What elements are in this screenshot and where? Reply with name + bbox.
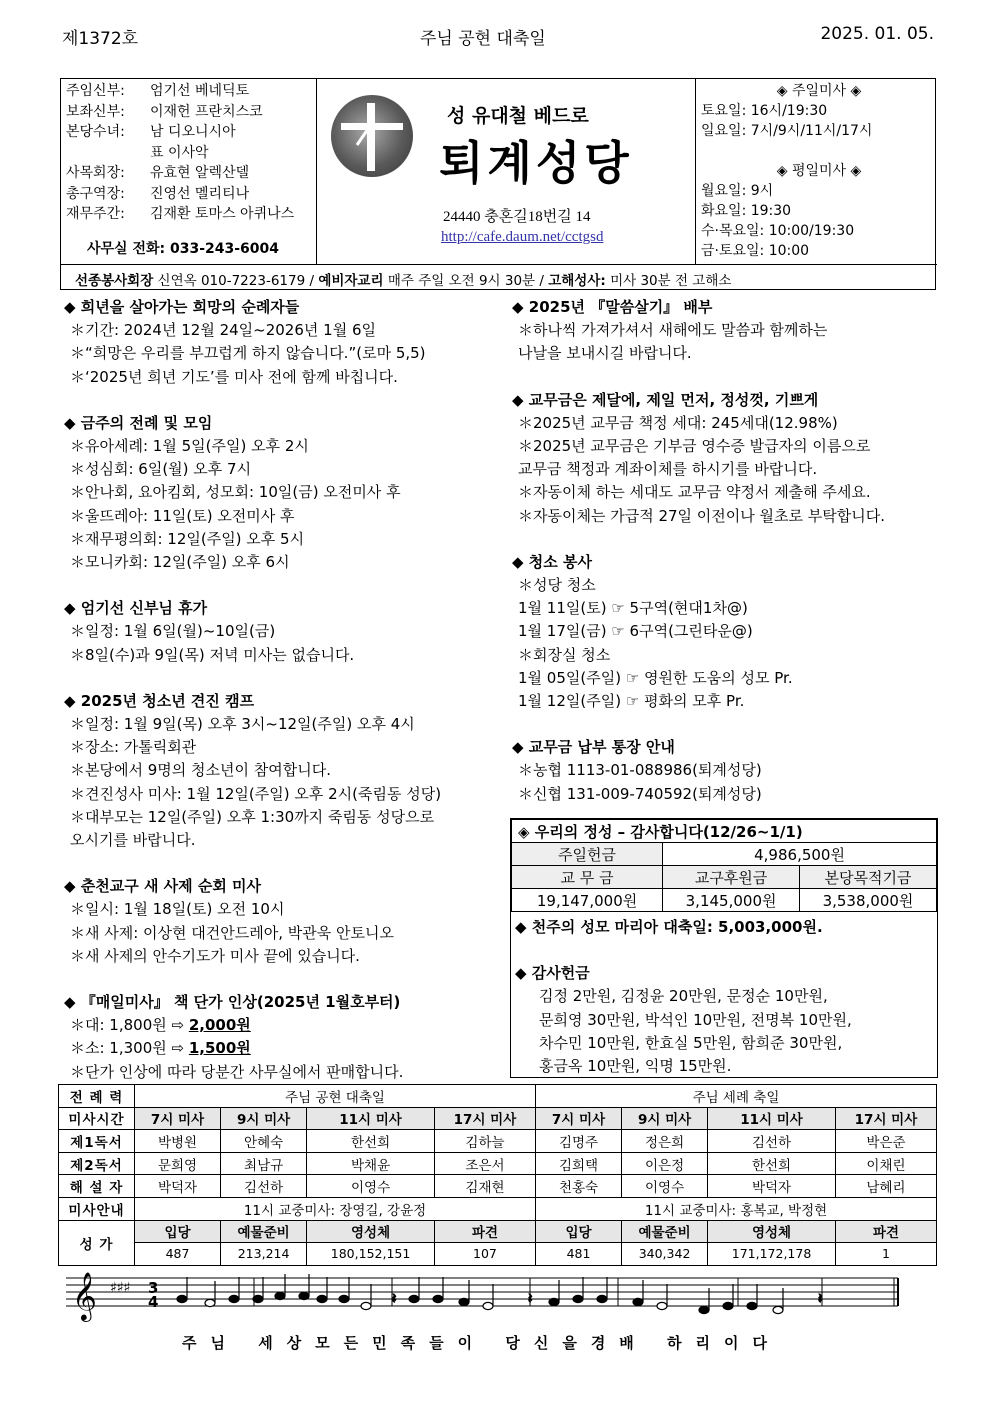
section-item: ＊장소: 가톨릭회관 <box>70 738 197 757</box>
rest-icon: 𝄽 <box>392 1291 397 1307</box>
price-new: 2,000원 <box>188 1016 251 1035</box>
notice-section <box>512 296 942 389</box>
issue-number: 제1372호 <box>62 29 139 49</box>
staff-row <box>66 81 316 102</box>
staff-name: 엄기선 베네딕토 <box>150 83 250 99</box>
note-head <box>657 1302 667 1309</box>
section-spacer <box>512 366 942 389</box>
section-item: 1월 12일(주일) ☞ 평화의 모후 Pr. <box>518 692 745 711</box>
section-item: ＊성당 청소 <box>518 576 596 595</box>
choir-head: 영성체 <box>307 1220 435 1243</box>
hymn-number: 171,172,178 <box>708 1243 836 1266</box>
hymn-number: 213,214 <box>221 1243 307 1266</box>
row-label: 미사시간 <box>59 1107 135 1130</box>
section-spacer <box>64 852 504 875</box>
reader-name: 남혜리 <box>835 1175 936 1198</box>
section-item: 오시기를 바랍니다. <box>70 831 196 850</box>
hymn-number: 1 <box>835 1243 936 1266</box>
reader-name: 김하늘 <box>434 1130 535 1153</box>
section-title: ◆ 2025년 『말씀살기』 배부 <box>512 298 713 316</box>
weekday-mass-line: 월요일: 9시 <box>701 183 774 199</box>
section-item: ＊2025년 교무금은 기부금 영수증 발급자의 이름으로 <box>518 437 871 456</box>
mass-time: 11시 미사 <box>307 1107 435 1130</box>
staff-label: 주임신부: <box>66 83 125 99</box>
liturgy-schedule <box>58 1084 937 1266</box>
staff-label <box>66 143 150 164</box>
donation-box <box>510 818 938 1078</box>
mass-time: 17시 미사 <box>835 1107 936 1130</box>
section-title: ◆ 금주의 전례 및 모임 <box>64 413 213 432</box>
reader-name: 이은정 <box>622 1152 708 1175</box>
note-head <box>459 1298 469 1305</box>
section-item: 교무금 책정과 계좌이체를 하시기를 바랍니다. <box>518 460 818 479</box>
svg-text:4: 4 <box>148 1293 159 1311</box>
parish-address: 24440 충혼길18번길 14 <box>443 209 591 225</box>
info-value: 신연옥 010-7223-6179 / <box>153 273 319 289</box>
reader-name: 한선희 <box>708 1152 836 1175</box>
notice-section <box>64 296 504 412</box>
row-label: 성 가 <box>59 1220 135 1265</box>
section-item: ＊기간: 2024년 12월 24일~2026년 1월 6일 <box>70 321 376 340</box>
staff-row <box>66 143 316 164</box>
section-item: 1월 05일(주일) ☞ 영원한 도움의 성모 Pr. <box>518 668 793 687</box>
staff-name: 유효현 알렉산델 <box>150 165 250 181</box>
parish-name: 퇴계성당 <box>439 136 633 190</box>
schedule-row <box>59 1130 937 1153</box>
note-head <box>633 1298 643 1305</box>
section-item: ＊성심회: 6일(월) 오후 7시 <box>70 460 252 479</box>
reader-name: 김희택 <box>535 1152 621 1175</box>
note-head <box>253 1295 263 1302</box>
book-price-section <box>64 991 504 1084</box>
masthead <box>60 78 936 290</box>
mass-time: 9시 미사 <box>622 1107 708 1130</box>
mass-time: 9시 미사 <box>221 1107 307 1130</box>
reader-name: 이영수 <box>622 1175 708 1198</box>
note-head <box>483 1302 493 1309</box>
row-label: 제1독서 <box>59 1130 135 1153</box>
weekday-mass-line: 금·토요일: 10:00 <box>701 243 810 259</box>
issue-date: 2025. 01. 05. <box>820 24 934 44</box>
staff-name: 김재환 토마스 아퀴나스 <box>150 206 295 222</box>
section-item: ＊“희망은 우리를 부끄럽게 하지 않습니다.”(로마 5,5) <box>70 344 426 363</box>
section-spacer <box>512 528 942 551</box>
svg-text:3: 3 <box>148 1279 159 1297</box>
feast-header: 주님 공현 대축일 <box>135 1085 536 1108</box>
donation-label: 교 무 금 <box>512 866 663 889</box>
sunday-mass-line: 토요일: 16시/19:30 <box>701 103 828 119</box>
section-item: ＊일시: 1월 18일(토) 오전 10시 <box>70 900 285 919</box>
section-item: ＊견진성사 미사: 1월 12일(주일) 오후 2시(죽림동 성당) <box>70 784 442 803</box>
section-item: ＊회장실 청소 <box>518 645 611 664</box>
section-title: ◆ 『매일미사』 책 단가 인상(2025년 1월호부터) <box>64 993 401 1012</box>
donation-table <box>511 819 937 912</box>
info-label: 예비자교리 <box>318 273 384 289</box>
section-item: ＊재무평의회: 12일(주일) 오후 5시 <box>70 529 305 548</box>
staff-name: 표 이사악 <box>150 144 209 161</box>
note-head <box>597 1295 607 1302</box>
parish-url[interactable]: http://cafe.daum.net/cctgsd <box>441 229 604 245</box>
weekday-mass-title: ◈ 평일미사 ◈ <box>776 163 862 179</box>
mass-time: 17시 미사 <box>434 1107 535 1130</box>
section-item: 1월 17일(금) ☞ 6구역(그린타운@) <box>518 622 753 641</box>
staff-label: 총구역장: <box>66 185 125 202</box>
reader-name: 안혜숙 <box>221 1130 307 1153</box>
schedule-row <box>59 1152 937 1175</box>
section-item: ＊본당에서 9명의 청소년이 참여합니다. <box>70 761 331 780</box>
note-head <box>549 1298 559 1305</box>
section-item: ＊안나회, 요아킴회, 성모회: 10일(금) 오전미사 후 <box>70 483 401 502</box>
choir-head: 입당 <box>135 1220 221 1243</box>
reader-name: 한선희 <box>307 1130 435 1153</box>
right-column <box>512 296 942 829</box>
mary-offering: ◆ 천주의 성모 마리아 대축일: 5,003,000원. <box>515 918 823 936</box>
notice-section <box>512 551 942 736</box>
section-item: ＊신협 131-009-740592(퇴계성당) <box>518 784 762 803</box>
reader-name: 김재현 <box>434 1175 535 1198</box>
notice-section <box>512 389 942 551</box>
staff-label: 본당수녀: <box>66 124 125 140</box>
section-item: ＊새 사제의 안수기도가 미사 끝에 있습니다. <box>70 946 360 965</box>
info-bar <box>61 264 937 290</box>
schedule-row <box>59 1175 937 1198</box>
section-spacer <box>64 574 504 597</box>
staff-name: 남 디오니시아 <box>150 124 236 140</box>
staff-list <box>61 79 317 264</box>
note-head <box>409 1295 419 1302</box>
schedule-table <box>58 1084 937 1266</box>
thanks-line: 홍금옥 10만원, 익명 15만원. <box>539 1057 732 1076</box>
section-title: ◆ 춘천교구 새 사제 순회 미사 <box>64 877 262 896</box>
section-spacer <box>64 667 504 690</box>
mass-time: 7시 미사 <box>135 1107 221 1130</box>
hymn-number: 487 <box>135 1243 221 1266</box>
donation-value: 3,538,000원 <box>800 889 937 912</box>
section-item: ＊자동이체는 가급적 27일 이전이나 월초로 부탁합니다. <box>518 506 885 525</box>
mass-times <box>695 79 937 264</box>
section-title: ◆ 2025년 청소년 견진 캠프 <box>64 691 255 710</box>
hymn-number: 340,342 <box>622 1243 708 1266</box>
staff-label: 재무주간: <box>66 206 125 222</box>
mass-time: 7시 미사 <box>535 1107 621 1130</box>
sunday-mass-title: ◈ 주일미사 ◈ <box>776 83 862 99</box>
row-label: 미사안내 <box>59 1197 135 1220</box>
section-item: ＊모니카회: 12일(주일) 오후 6시 <box>70 553 290 572</box>
choir-head: 입당 <box>535 1220 621 1243</box>
reader-name: 이채린 <box>835 1152 936 1175</box>
reader-name: 박병원 <box>135 1130 221 1153</box>
section-item: ＊일정: 1월 9일(목) 오후 3시~12일(주일) 오후 4시 <box>70 715 415 734</box>
note-head <box>573 1295 583 1302</box>
donation-value: 4,986,500원 <box>663 843 937 866</box>
note-head <box>229 1295 239 1302</box>
section-item: ＊2025년 교무금 책정 세대: 245세대(12.98%) <box>518 413 838 432</box>
section-title: ◆ 감사헌금 <box>515 964 590 983</box>
reader-name: 김선하 <box>221 1175 307 1198</box>
hymn-number: 107 <box>434 1243 535 1266</box>
reader-name: 박은준 <box>835 1130 936 1153</box>
section-item: ＊울뜨레아: 11일(토) 오전미사 후 <box>70 506 295 525</box>
choir-head: 예물준비 <box>221 1220 307 1243</box>
mass-guide: 11시 교중미사: 홍복교, 박정현 <box>535 1197 936 1220</box>
notice-section <box>64 875 504 991</box>
row-label: 해 설 자 <box>59 1175 135 1198</box>
staff-row <box>66 122 316 143</box>
note-head <box>339 1295 349 1302</box>
staff-row <box>66 102 316 123</box>
reader-name: 정은희 <box>622 1130 708 1153</box>
section-title: ◆ 교무금 납부 통장 안내 <box>512 738 675 757</box>
note-head <box>723 1302 733 1309</box>
reader-name: 문희영 <box>135 1152 221 1175</box>
section-title: ◆ 희년을 살아가는 희망의 순례자들 <box>64 298 300 316</box>
section-item: ＊새 사제: 이상현 대건안드레아, 박관욱 안토니오 <box>70 923 394 942</box>
section-spacer <box>64 389 504 412</box>
reader-name: 박덕자 <box>135 1175 221 1198</box>
parish-subtitle: 성 유대철 베드로 <box>447 105 589 127</box>
section-item: ＊대부모는 12일(주일) 오후 1:30까지 죽림동 성당으로 <box>70 807 435 826</box>
cross-logo <box>331 95 413 177</box>
donation-title: ◈ 우리의 정성 – 감사합니다(12/26~1/1) <box>512 820 937 843</box>
notice-section <box>64 690 504 875</box>
row-label: 전 례 력 <box>59 1085 135 1108</box>
note-head <box>275 1292 285 1299</box>
price-old: ＊대: 1,800원 ⇨ <box>70 1016 189 1035</box>
section-item: ＊일정: 1월 6일(월)~10일(금) <box>70 622 276 641</box>
reader-name: 박채윤 <box>307 1152 435 1175</box>
note-head <box>699 1306 709 1313</box>
reader-name: 조은서 <box>434 1152 535 1175</box>
note-head <box>433 1295 443 1302</box>
choir-head: 예물준비 <box>622 1220 708 1243</box>
weekday-mass-line: 화요일: 19:30 <box>701 203 792 219</box>
feast-header: 주님 세례 축일 <box>535 1085 936 1108</box>
section-item: 나날을 보내시길 바랍니다. <box>518 344 692 363</box>
thanks-line: 김정 2만원, 김정윤 20만원, 문정순 10만원, <box>539 987 828 1006</box>
info-value: 미사 30분 전 고해소 <box>605 273 732 289</box>
donation-value: 19,147,000원 <box>512 889 663 912</box>
price-new: 1,500원 <box>188 1039 251 1058</box>
hymn-number: 481 <box>535 1243 621 1266</box>
page-header <box>60 24 936 48</box>
parish-banner <box>317 79 695 264</box>
sunday-mass-line: 일요일: 7시/9시/11시/17시 <box>701 123 873 139</box>
info-label: 고해성사: <box>548 273 606 289</box>
section-item: ＊유아세례: 1월 5일(주일) 오후 2시 <box>70 437 309 456</box>
note-head <box>361 1302 371 1309</box>
note-head <box>299 1292 309 1299</box>
note-head <box>205 1299 215 1306</box>
staff-row <box>66 204 316 225</box>
staff-label: 사목회장: <box>66 165 125 181</box>
staff-label: 보좌신부: <box>66 103 125 120</box>
reader-name: 김명주 <box>535 1130 621 1153</box>
staff-row <box>66 163 316 184</box>
rest-icon: 𝄽 <box>818 1291 823 1307</box>
section-spacer <box>64 968 504 991</box>
note-head <box>747 1302 757 1309</box>
notice-section <box>512 736 942 829</box>
staff-row <box>66 184 316 205</box>
donation-label: 교구후원금 <box>663 866 800 889</box>
section-title: ◆ 청소 봉사 <box>512 552 592 571</box>
section-title: ◆ 엄기선 신부님 휴가 <box>64 599 208 618</box>
section-item: ＊자동이체 하는 세대도 교무금 약정서 제출해 주세요. <box>518 483 871 502</box>
info-value: 매주 주일 오전 9시 30분 / <box>383 273 549 289</box>
choir-head: 파견 <box>835 1220 936 1243</box>
svg-text:♯♯♯: ♯♯♯ <box>110 1280 131 1296</box>
info-label: 선종봉사회장 <box>75 273 154 289</box>
section-title: ◆ 교무금은 제달에, 제일 먼저, 정성껏, 기쁘게 <box>512 390 819 409</box>
reader-name: 천홍숙 <box>535 1175 621 1198</box>
section-item: ＊농협 1113-01-088986(퇴계성당) <box>518 761 762 780</box>
choir-head: 파견 <box>434 1220 535 1243</box>
thanks-line: 문희영 30만원, 박석인 10만원, 전명복 10만원, <box>539 1010 852 1029</box>
feast-title: 주님 공현 대축일 <box>420 29 546 49</box>
hymn-lyrics: 주님 세상모든민족들이 당신을경배 하리이다 <box>182 1334 781 1352</box>
thanks-line: 차수민 10만원, 한효실 5만원, 함희준 30만원, <box>539 1033 843 1052</box>
note-head <box>773 1306 783 1313</box>
donation-value: 3,145,000원 <box>663 889 800 912</box>
mass-guide: 11시 교중미사: 장영길, 강윤정 <box>135 1197 536 1220</box>
staff-name: 진영선 멜리티나 <box>150 185 250 202</box>
reader-name: 최남규 <box>221 1152 307 1175</box>
donation-label: 본당목적기금 <box>800 866 937 889</box>
hymn-number: 180,152,151 <box>307 1243 435 1266</box>
note-head <box>177 1295 187 1302</box>
note-head <box>317 1295 327 1302</box>
mass-time: 11시 미사 <box>708 1107 836 1130</box>
donation-label: 주일헌금 <box>512 843 663 866</box>
reader-name: 이영수 <box>307 1175 435 1198</box>
price-old: ＊소: 1,300원 ⇨ <box>70 1039 189 1058</box>
reader-name: 김선하 <box>708 1130 836 1153</box>
section-item: ＊단가 인상에 따라 당분간 사무실에서 판매합니다. <box>70 1062 404 1081</box>
music-staff <box>58 1266 937 1356</box>
notice-section <box>64 412 504 597</box>
reader-name: 박덕자 <box>708 1175 836 1198</box>
office-phone: 사무실 전화: 033-243-6004 <box>87 241 279 257</box>
notice-section <box>64 597 504 690</box>
choir-head: 영성체 <box>708 1220 836 1243</box>
section-item: ＊‘2025년 희년 기도’를 미사 전에 함께 바칩니다. <box>70 367 398 386</box>
section-spacer <box>512 713 942 736</box>
section-item: ＊하나씩 가져가셔서 새해에도 말씀과 함께하는 <box>518 321 828 340</box>
staff-lines <box>58 1266 937 1356</box>
staff-name: 이재헌 프란치스코 <box>150 103 263 120</box>
rest-icon: 𝄽 <box>528 1291 533 1307</box>
left-column <box>64 296 504 1084</box>
treble-clef-icon: 𝄞 <box>72 1271 97 1320</box>
section-item: 1월 11일(토) ☞ 5구역(현대1차@) <box>518 599 748 618</box>
weekday-mass-line: 수·목요일: 10:00/19:30 <box>701 223 855 239</box>
row-label: 제2독서 <box>59 1152 135 1175</box>
section-item: ＊8일(수)과 9일(목) 저녁 미사는 없습니다. <box>70 645 355 664</box>
